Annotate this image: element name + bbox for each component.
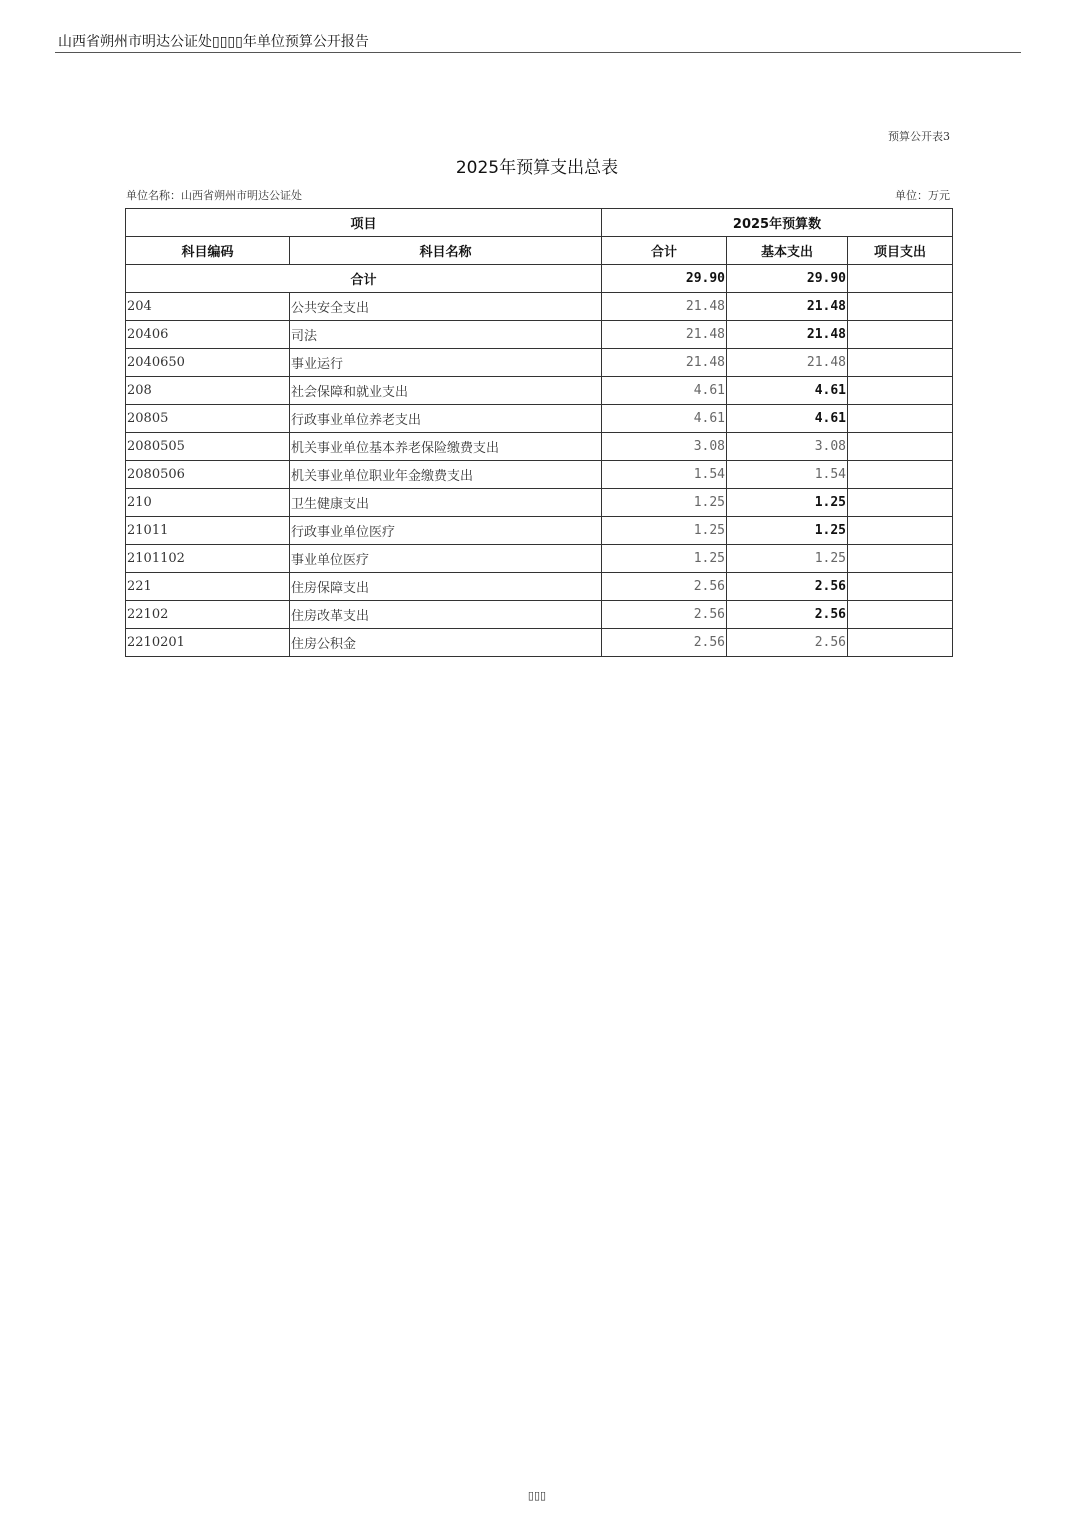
row-project [848,349,953,377]
row-basic: 4.61 [727,377,848,405]
report-header-title: 山西省朔州市明达公证处▯▯▯▯年单位预算公开报告 [58,34,369,50]
total-value: 29.90 [602,265,727,293]
col-header-basic: 基本支出 [727,237,848,265]
row-basic: 1.25 [727,517,848,545]
row-project [848,405,953,433]
col-header-code: 科目编码 [126,237,290,265]
subject-code: 204 [126,293,290,321]
subject-name: 公共安全支出 [290,293,602,321]
budget-expenditure-table [125,208,953,657]
row-total: 4.61 [602,405,727,433]
col-header-name: 科目名称 [290,237,602,265]
table-row [126,405,953,433]
row-project [848,601,953,629]
row-basic: 21.48 [727,321,848,349]
row-basic: 2.56 [727,573,848,601]
total-project [848,265,953,293]
col-header-project: 项目支出 [848,237,953,265]
currency-unit: 单位：万元 [895,189,950,202]
table-row [126,517,953,545]
subject-code: 2101102 [126,545,290,573]
row-basic: 1.54 [727,461,848,489]
table-row [126,545,953,573]
table-row [126,629,953,657]
table-row [126,433,953,461]
row-project [848,433,953,461]
subject-name: 住房保障支出 [290,573,602,601]
subject-name: 行政事业单位养老支出 [290,405,602,433]
table-row [126,321,953,349]
total-label: 合计 [126,265,602,293]
total-basic: 29.90 [727,265,848,293]
table-row [126,573,953,601]
row-project [848,629,953,657]
header-row-group [126,209,953,237]
header-item: 项目 [126,209,602,237]
row-basic: 1.25 [727,545,848,573]
row-basic: 4.61 [727,405,848,433]
header-budget-year: 2025年预算数 [602,209,953,237]
row-total: 1.25 [602,517,727,545]
subject-name: 住房公积金 [290,629,602,657]
subject-name: 事业运行 [290,349,602,377]
subject-name: 卫生健康支出 [290,489,602,517]
row-total: 2.56 [602,573,727,601]
subject-code: 22102 [126,601,290,629]
total-row [126,265,953,293]
row-total: 2.56 [602,601,727,629]
table-code: 预算公开表3 [888,130,950,143]
row-project [848,573,953,601]
header-row-columns [126,237,953,265]
header-divider [55,52,1021,53]
row-total: 1.25 [602,489,727,517]
subject-name: 机关事业单位职业年金缴费支出 [290,461,602,489]
subject-code: 2080506 [126,461,290,489]
row-basic: 21.48 [727,349,848,377]
subject-name: 司法 [290,321,602,349]
subject-code: 20805 [126,405,290,433]
row-project [848,461,953,489]
row-basic: 21.48 [727,293,848,321]
row-total: 1.54 [602,461,727,489]
row-project [848,377,953,405]
row-basic: 2.56 [727,629,848,657]
row-basic: 3.08 [727,433,848,461]
subject-name: 住房改革支出 [290,601,602,629]
row-total: 21.48 [602,321,727,349]
table-row [126,293,953,321]
row-total: 1.25 [602,545,727,573]
row-total: 3.08 [602,433,727,461]
subject-code: 21011 [126,517,290,545]
subject-code: 208 [126,377,290,405]
table-row [126,349,953,377]
page-title: 2025年预算支出总表 [455,158,619,178]
row-project [848,545,953,573]
table-row [126,601,953,629]
page-number: ▯▯▯ [527,1489,547,1502]
subject-name: 行政事业单位医疗 [290,517,602,545]
row-basic: 1.25 [727,489,848,517]
unit-name: 单位名称：山西省朔州市明达公证处 [126,189,302,202]
row-total: 4.61 [602,377,727,405]
subject-code: 2080505 [126,433,290,461]
row-total: 21.48 [602,293,727,321]
subject-name: 事业单位医疗 [290,545,602,573]
row-total: 21.48 [602,349,727,377]
row-project [848,293,953,321]
row-project [848,321,953,349]
subject-code: 2040650 [126,349,290,377]
row-project [848,489,953,517]
table-row [126,461,953,489]
subject-code: 210 [126,489,290,517]
row-project [848,517,953,545]
table-row [126,377,953,405]
table-row [126,489,953,517]
row-basic: 2.56 [727,601,848,629]
subject-code: 221 [126,573,290,601]
col-header-total: 合计 [602,237,727,265]
subject-code: 20406 [126,321,290,349]
subject-name: 社会保障和就业支出 [290,377,602,405]
subject-name: 机关事业单位基本养老保险缴费支出 [290,433,602,461]
row-total: 2.56 [602,629,727,657]
subject-code: 2210201 [126,629,290,657]
